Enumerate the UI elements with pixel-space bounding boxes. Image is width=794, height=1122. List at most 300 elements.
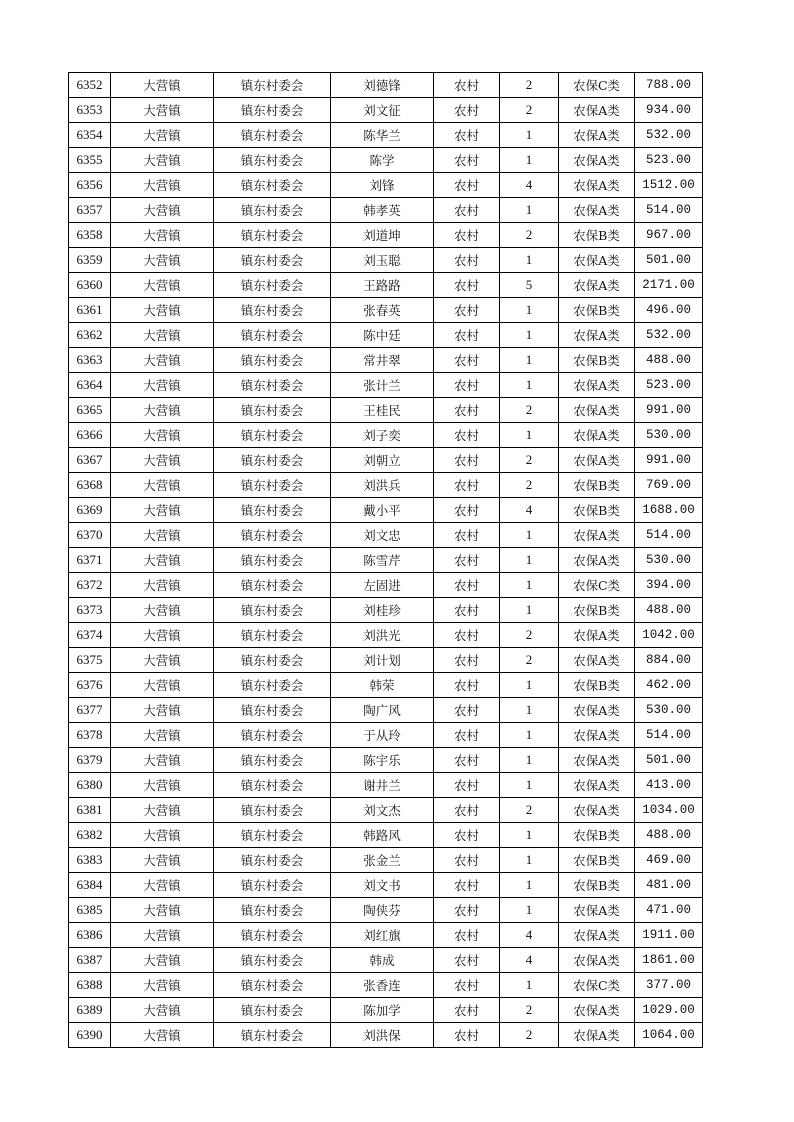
cell-amount: 769.00	[635, 473, 703, 498]
table-row	[69, 598, 703, 623]
cell-village: 镇东村委会	[214, 548, 331, 573]
cell-village: 镇东村委会	[214, 523, 331, 548]
cell-count: 1	[500, 323, 559, 348]
cell-village: 镇东村委会	[214, 998, 331, 1023]
cell-village: 镇东村委会	[214, 348, 331, 373]
cell-amount: 523.00	[635, 148, 703, 173]
cell-village: 镇东村委会	[214, 923, 331, 948]
cell-town: 大营镇	[111, 198, 214, 223]
cell-name: 韩荣	[331, 673, 434, 698]
cell-town: 大营镇	[111, 898, 214, 923]
table-row	[69, 373, 703, 398]
cell-amount: 1512.00	[635, 173, 703, 198]
cell-amount: 991.00	[635, 398, 703, 423]
cell-town: 大营镇	[111, 173, 214, 198]
cell-id: 6364	[69, 373, 111, 398]
cell-name: 常井翠	[331, 348, 434, 373]
cell-type: 农村	[434, 1023, 500, 1048]
cell-name: 刘玉聪	[331, 248, 434, 273]
table-row	[69, 273, 703, 298]
cell-town: 大营镇	[111, 548, 214, 573]
table-row	[69, 898, 703, 923]
table-row	[69, 298, 703, 323]
cell-village: 镇东村委会	[214, 123, 331, 148]
table-row	[69, 473, 703, 498]
cell-amount: 1064.00	[635, 1023, 703, 1048]
cell-id: 6373	[69, 598, 111, 623]
cell-category: 农保B类	[559, 673, 635, 698]
cell-category: 农保A类	[559, 323, 635, 348]
cell-id: 6371	[69, 548, 111, 573]
cell-category: 农保A类	[559, 998, 635, 1023]
table-row	[69, 973, 703, 998]
cell-id: 6375	[69, 648, 111, 673]
table-row	[69, 148, 703, 173]
cell-type: 农村	[434, 823, 500, 848]
cell-village: 镇东村委会	[214, 698, 331, 723]
cell-name: 刘子奕	[331, 423, 434, 448]
cell-id: 6369	[69, 498, 111, 523]
cell-count: 2	[500, 398, 559, 423]
cell-type: 农村	[434, 523, 500, 548]
cell-id: 6365	[69, 398, 111, 423]
cell-name: 陈中廷	[331, 323, 434, 348]
cell-amount: 1688.00	[635, 498, 703, 523]
table-row	[69, 123, 703, 148]
cell-name: 张计兰	[331, 373, 434, 398]
cell-type: 农村	[434, 698, 500, 723]
cell-village: 镇东村委会	[214, 748, 331, 773]
cell-count: 1	[500, 973, 559, 998]
cell-town: 大营镇	[111, 523, 214, 548]
table-row	[69, 498, 703, 523]
cell-town: 大营镇	[111, 73, 214, 98]
cell-amount: 884.00	[635, 648, 703, 673]
table-row	[69, 198, 703, 223]
cell-type: 农村	[434, 323, 500, 348]
cell-town: 大营镇	[111, 948, 214, 973]
cell-category: 农保A类	[559, 248, 635, 273]
cell-type: 农村	[434, 773, 500, 798]
table-row	[69, 223, 703, 248]
cell-amount: 1034.00	[635, 798, 703, 823]
cell-town: 大营镇	[111, 673, 214, 698]
cell-count: 1	[500, 198, 559, 223]
cell-type: 农村	[434, 448, 500, 473]
cell-name: 陶侠芬	[331, 898, 434, 923]
cell-id: 6361	[69, 298, 111, 323]
cell-village: 镇东村委会	[214, 948, 331, 973]
cell-town: 大营镇	[111, 723, 214, 748]
cell-count: 2	[500, 798, 559, 823]
cell-category: 农保B类	[559, 498, 635, 523]
cell-name: 王桂民	[331, 398, 434, 423]
cell-amount: 530.00	[635, 548, 703, 573]
cell-amount: 394.00	[635, 573, 703, 598]
cell-type: 农村	[434, 923, 500, 948]
table-row	[69, 748, 703, 773]
cell-town: 大营镇	[111, 698, 214, 723]
cell-village: 镇东村委会	[214, 273, 331, 298]
cell-type: 农村	[434, 73, 500, 98]
cell-id: 6381	[69, 798, 111, 823]
cell-amount: 496.00	[635, 298, 703, 323]
cell-village: 镇东村委会	[214, 598, 331, 623]
cell-count: 1	[500, 548, 559, 573]
cell-village: 镇东村委会	[214, 223, 331, 248]
cell-id: 6376	[69, 673, 111, 698]
cell-count: 1	[500, 673, 559, 698]
cell-town: 大营镇	[111, 798, 214, 823]
cell-town: 大营镇	[111, 323, 214, 348]
cell-category: 农保A类	[559, 373, 635, 398]
cell-town: 大营镇	[111, 248, 214, 273]
cell-town: 大营镇	[111, 498, 214, 523]
cell-town: 大营镇	[111, 623, 214, 648]
cell-name: 韩孝英	[331, 198, 434, 223]
cell-category: 农保A类	[559, 723, 635, 748]
cell-category: 农保A类	[559, 698, 635, 723]
cell-category: 农保B类	[559, 848, 635, 873]
cell-name: 陈雪芹	[331, 548, 434, 573]
cell-count: 1	[500, 823, 559, 848]
cell-town: 大营镇	[111, 448, 214, 473]
cell-amount: 488.00	[635, 348, 703, 373]
cell-type: 农村	[434, 198, 500, 223]
cell-id: 6353	[69, 98, 111, 123]
cell-type: 农村	[434, 998, 500, 1023]
cell-count: 1	[500, 848, 559, 873]
cell-amount: 530.00	[635, 698, 703, 723]
cell-amount: 462.00	[635, 673, 703, 698]
cell-name: 刘洪保	[331, 1023, 434, 1048]
cell-town: 大营镇	[111, 298, 214, 323]
cell-type: 农村	[434, 798, 500, 823]
cell-type: 农村	[434, 173, 500, 198]
cell-type: 农村	[434, 373, 500, 398]
cell-count: 4	[500, 948, 559, 973]
cell-village: 镇东村委会	[214, 423, 331, 448]
table-row	[69, 923, 703, 948]
table-row	[69, 573, 703, 598]
cell-village: 镇东村委会	[214, 723, 331, 748]
cell-amount: 991.00	[635, 448, 703, 473]
cell-id: 6352	[69, 73, 111, 98]
cell-count: 2	[500, 448, 559, 473]
cell-count: 1	[500, 123, 559, 148]
cell-town: 大营镇	[111, 273, 214, 298]
cell-count: 1	[500, 373, 559, 398]
cell-type: 农村	[434, 498, 500, 523]
cell-amount: 1911.00	[635, 923, 703, 948]
cell-town: 大营镇	[111, 873, 214, 898]
cell-name: 韩路风	[331, 823, 434, 848]
cell-category: 农保C类	[559, 73, 635, 98]
cell-name: 刘洪兵	[331, 473, 434, 498]
table-row	[69, 448, 703, 473]
cell-id: 6360	[69, 273, 111, 298]
cell-town: 大营镇	[111, 923, 214, 948]
cell-name: 陈宇乐	[331, 748, 434, 773]
cell-village: 镇东村委会	[214, 673, 331, 698]
cell-id: 6383	[69, 848, 111, 873]
cell-name: 刘红旗	[331, 923, 434, 948]
table-row	[69, 1023, 703, 1048]
cell-town: 大营镇	[111, 373, 214, 398]
cell-category: 农保A类	[559, 448, 635, 473]
records-table	[68, 72, 703, 1048]
cell-village: 镇东村委会	[214, 1023, 331, 1048]
cell-town: 大营镇	[111, 223, 214, 248]
table-row	[69, 248, 703, 273]
cell-id: 6378	[69, 723, 111, 748]
cell-category: 农保C类	[559, 573, 635, 598]
cell-type: 农村	[434, 898, 500, 923]
cell-count: 1	[500, 873, 559, 898]
cell-name: 刘文杰	[331, 798, 434, 823]
cell-village: 镇东村委会	[214, 898, 331, 923]
table-row	[69, 73, 703, 98]
cell-count: 1	[500, 748, 559, 773]
cell-village: 镇东村委会	[214, 473, 331, 498]
cell-type: 农村	[434, 648, 500, 673]
cell-category: 农保A类	[559, 623, 635, 648]
table-row	[69, 323, 703, 348]
cell-id: 6390	[69, 1023, 111, 1048]
table-row	[69, 348, 703, 373]
cell-amount: 532.00	[635, 123, 703, 148]
cell-category: 农保A类	[559, 198, 635, 223]
cell-count: 5	[500, 273, 559, 298]
cell-village: 镇东村委会	[214, 373, 331, 398]
cell-town: 大营镇	[111, 748, 214, 773]
cell-category: 农保B类	[559, 223, 635, 248]
cell-village: 镇东村委会	[214, 73, 331, 98]
table-row	[69, 673, 703, 698]
cell-id: 6387	[69, 948, 111, 973]
cell-count: 1	[500, 698, 559, 723]
table-row	[69, 523, 703, 548]
cell-id: 6354	[69, 123, 111, 148]
cell-count: 1	[500, 898, 559, 923]
cell-type: 农村	[434, 623, 500, 648]
cell-count: 1	[500, 423, 559, 448]
cell-village: 镇东村委会	[214, 298, 331, 323]
cell-type: 农村	[434, 123, 500, 148]
cell-type: 农村	[434, 848, 500, 873]
cell-name: 刘道坤	[331, 223, 434, 248]
cell-town: 大营镇	[111, 648, 214, 673]
cell-town: 大营镇	[111, 998, 214, 1023]
table-row	[69, 773, 703, 798]
table-row	[69, 623, 703, 648]
cell-type: 农村	[434, 873, 500, 898]
cell-town: 大营镇	[111, 823, 214, 848]
cell-name: 刘文书	[331, 873, 434, 898]
table-row	[69, 998, 703, 1023]
cell-category: 农保A类	[559, 773, 635, 798]
cell-name: 陶广风	[331, 698, 434, 723]
cell-name: 刘桂珍	[331, 598, 434, 623]
cell-town: 大营镇	[111, 148, 214, 173]
cell-type: 农村	[434, 348, 500, 373]
cell-count: 1	[500, 773, 559, 798]
cell-id: 6357	[69, 198, 111, 223]
cell-amount: 532.00	[635, 323, 703, 348]
cell-category: 农保A类	[559, 398, 635, 423]
cell-town: 大营镇	[111, 573, 214, 598]
cell-amount: 1029.00	[635, 998, 703, 1023]
cell-type: 农村	[434, 598, 500, 623]
cell-name: 左固进	[331, 573, 434, 598]
table-row	[69, 173, 703, 198]
cell-name: 张春英	[331, 298, 434, 323]
cell-count: 2	[500, 1023, 559, 1048]
cell-type: 农村	[434, 298, 500, 323]
cell-id: 6356	[69, 173, 111, 198]
cell-village: 镇东村委会	[214, 398, 331, 423]
cell-type: 农村	[434, 398, 500, 423]
cell-amount: 2171.00	[635, 273, 703, 298]
cell-type: 农村	[434, 673, 500, 698]
cell-category: 农保A类	[559, 923, 635, 948]
cell-category: 农保A类	[559, 148, 635, 173]
cell-category: 农保B类	[559, 823, 635, 848]
cell-village: 镇东村委会	[214, 323, 331, 348]
cell-amount: 514.00	[635, 523, 703, 548]
cell-town: 大营镇	[111, 598, 214, 623]
cell-name: 刘德锋	[331, 73, 434, 98]
cell-name: 陈学	[331, 148, 434, 173]
cell-id: 6377	[69, 698, 111, 723]
cell-category: 农保A类	[559, 798, 635, 823]
cell-town: 大营镇	[111, 848, 214, 873]
cell-type: 农村	[434, 573, 500, 598]
cell-category: 农保B类	[559, 873, 635, 898]
table-row	[69, 948, 703, 973]
cell-type: 农村	[434, 723, 500, 748]
table-row	[69, 398, 703, 423]
cell-category: 农保A类	[559, 548, 635, 573]
cell-count: 1	[500, 248, 559, 273]
cell-town: 大营镇	[111, 773, 214, 798]
cell-id: 6362	[69, 323, 111, 348]
cell-count: 2	[500, 473, 559, 498]
cell-count: 4	[500, 498, 559, 523]
cell-category: 农保A类	[559, 948, 635, 973]
cell-amount: 501.00	[635, 248, 703, 273]
cell-category: 农保C类	[559, 973, 635, 998]
cell-village: 镇东村委会	[214, 573, 331, 598]
cell-town: 大营镇	[111, 423, 214, 448]
table-row	[69, 798, 703, 823]
cell-amount: 377.00	[635, 973, 703, 998]
cell-type: 农村	[434, 148, 500, 173]
cell-count: 2	[500, 998, 559, 1023]
cell-type: 农村	[434, 548, 500, 573]
cell-id: 6388	[69, 973, 111, 998]
cell-category: 农保A类	[559, 748, 635, 773]
cell-village: 镇东村委会	[214, 973, 331, 998]
cell-amount: 413.00	[635, 773, 703, 798]
cell-village: 镇东村委会	[214, 448, 331, 473]
table-row	[69, 98, 703, 123]
cell-village: 镇东村委会	[214, 823, 331, 848]
cell-village: 镇东村委会	[214, 198, 331, 223]
cell-village: 镇东村委会	[214, 848, 331, 873]
cell-amount: 488.00	[635, 823, 703, 848]
table-row	[69, 848, 703, 873]
cell-amount: 514.00	[635, 723, 703, 748]
cell-id: 6384	[69, 873, 111, 898]
cell-town: 大营镇	[111, 973, 214, 998]
cell-category: 农保B类	[559, 298, 635, 323]
cell-town: 大营镇	[111, 348, 214, 373]
cell-id: 6355	[69, 148, 111, 173]
cell-type: 农村	[434, 473, 500, 498]
cell-count: 2	[500, 98, 559, 123]
cell-type: 农村	[434, 973, 500, 998]
cell-id: 6379	[69, 748, 111, 773]
cell-count: 2	[500, 623, 559, 648]
cell-amount: 501.00	[635, 748, 703, 773]
cell-type: 农村	[434, 948, 500, 973]
cell-id: 6386	[69, 923, 111, 948]
table-row	[69, 648, 703, 673]
cell-town: 大营镇	[111, 123, 214, 148]
cell-type: 农村	[434, 248, 500, 273]
cell-id: 6368	[69, 473, 111, 498]
cell-category: 农保A类	[559, 648, 635, 673]
cell-name: 刘锋	[331, 173, 434, 198]
cell-count: 1	[500, 298, 559, 323]
cell-count: 1	[500, 148, 559, 173]
cell-name: 于从玲	[331, 723, 434, 748]
cell-amount: 488.00	[635, 598, 703, 623]
cell-village: 镇东村委会	[214, 623, 331, 648]
table-row	[69, 873, 703, 898]
cell-village: 镇东村委会	[214, 648, 331, 673]
cell-id: 6359	[69, 248, 111, 273]
cell-type: 农村	[434, 273, 500, 298]
cell-amount: 514.00	[635, 198, 703, 223]
cell-id: 6374	[69, 623, 111, 648]
cell-village: 镇东村委会	[214, 248, 331, 273]
cell-village: 镇东村委会	[214, 798, 331, 823]
cell-village: 镇东村委会	[214, 173, 331, 198]
table-row	[69, 548, 703, 573]
cell-category: 农保A类	[559, 423, 635, 448]
cell-name: 刘文征	[331, 98, 434, 123]
cell-village: 镇东村委会	[214, 148, 331, 173]
cell-amount: 530.00	[635, 423, 703, 448]
cell-id: 6372	[69, 573, 111, 598]
cell-amount: 471.00	[635, 898, 703, 923]
cell-type: 农村	[434, 98, 500, 123]
cell-amount: 788.00	[635, 73, 703, 98]
cell-category: 农保A类	[559, 98, 635, 123]
cell-type: 农村	[434, 748, 500, 773]
cell-category: 农保A类	[559, 123, 635, 148]
cell-category: 农保A类	[559, 1023, 635, 1048]
cell-name: 戴小平	[331, 498, 434, 523]
cell-amount: 934.00	[635, 98, 703, 123]
cell-village: 镇东村委会	[214, 98, 331, 123]
cell-count: 2	[500, 648, 559, 673]
cell-count: 2	[500, 73, 559, 98]
cell-town: 大营镇	[111, 98, 214, 123]
cell-id: 6358	[69, 223, 111, 248]
